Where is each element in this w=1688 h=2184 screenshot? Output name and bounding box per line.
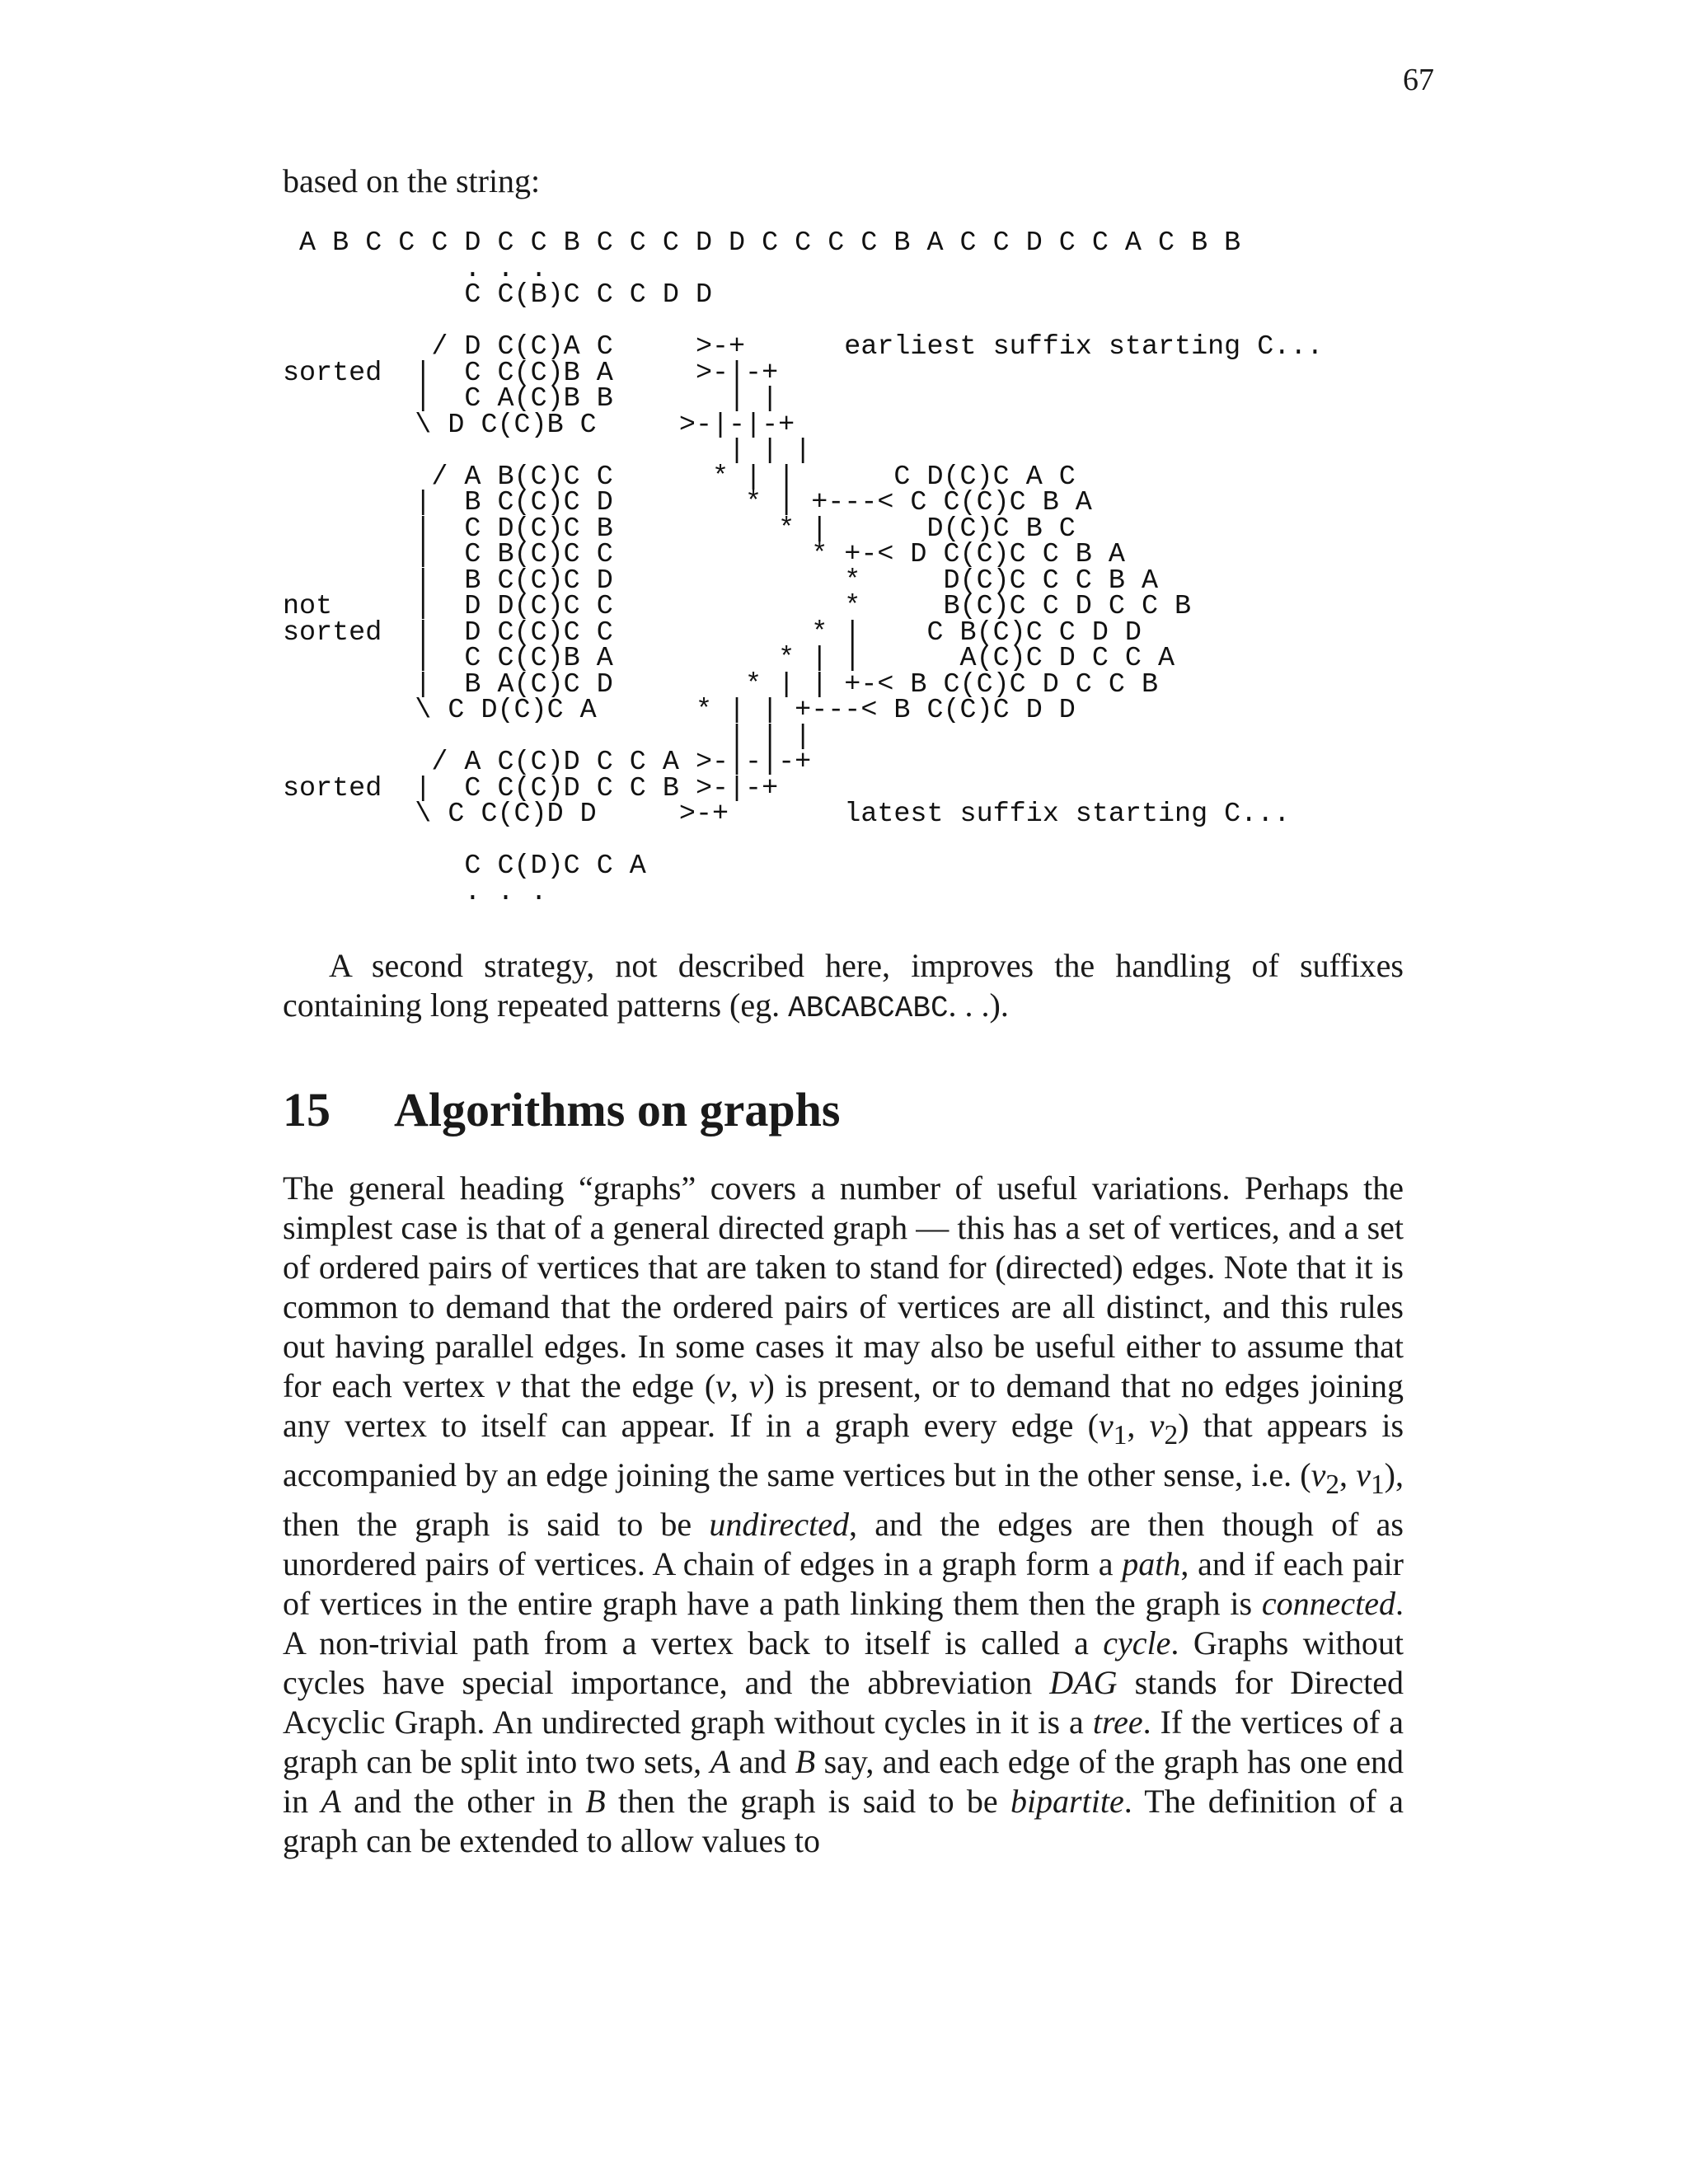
- term-dag: DAG: [1049, 1664, 1118, 1701]
- para2-text: , and if each pair of vertices in the entire graph have a path linking them then the graph is: [283, 1545, 1404, 1622]
- para2-text: , then the graph is said to be: [283, 1456, 1404, 1543]
- math-v2v1: ($v_2$, $v_1$): [1300, 1456, 1395, 1500]
- para2-text: and the other in: [340, 1783, 586, 1820]
- para2-text: say, and each edge of the graph has one end in: [283, 1743, 1404, 1820]
- diagram-line: C C(B)C C C D D: [464, 279, 712, 311]
- diagram-line: | B C(C)C D * | +---< C C(C)C B A: [415, 487, 1092, 518]
- diagram-line: sorted | C C(C)D C C B >-|-+: [283, 772, 779, 804]
- math-B: B: [585, 1783, 606, 1820]
- diagram-line: sorted | D C(C)C C * | C B(C)C C D D: [283, 616, 1142, 649]
- section-heading: [283, 1082, 840, 1137]
- diagram-line: A B C C C D C C B C C C D D C C C C B A C C D C C A C B B: [299, 227, 1241, 259]
- page-number: 67: [1403, 63, 1434, 97]
- diagram-line: / D C(C)A C >-+ earliest suffix starting C...: [431, 331, 1324, 363]
- diagram-line: | C D(C)C B * | D(C)C B C: [415, 513, 1076, 545]
- intro-text: based on the string:: [283, 162, 541, 199]
- term-bipartite: bipartite: [1010, 1783, 1124, 1820]
- term-cycle: cycle: [1103, 1624, 1171, 1661]
- diagram-line: not | D D(C)C C * B(C)C C D C C B: [283, 591, 1192, 622]
- diagram-line: \ C C(C)D D >-+ latest suffix starting C...: [415, 799, 1291, 830]
- para2-text: and: [730, 1743, 795, 1780]
- diagram-line: \ D C(C)B C >-|-|-+: [415, 409, 795, 441]
- section-number: 15: [283, 1083, 331, 1137]
- diagram-line: / A C(C)D C C A >-|-|-+: [431, 747, 812, 778]
- diagram-line: \ C D(C)C A * | | +---< B C(C)C D D: [415, 695, 1076, 726]
- diagram-line: / A B(C)C C * | | C D(C)C A C: [431, 461, 1076, 493]
- para2-text: then the graph is said to be: [605, 1783, 1010, 1820]
- para2-text: , and the edges are then though of as unordered pairs of vertices. A chain of edges in a graph form a: [283, 1506, 1404, 1582]
- math-A: A: [710, 1743, 731, 1780]
- term-undirected: undirected: [709, 1506, 849, 1543]
- diagram-line: | C C(C)B A * | | A(C)C D C C A: [415, 643, 1175, 674]
- math-v: v: [495, 1367, 511, 1404]
- diagram-line: | | |: [729, 435, 812, 466]
- paragraph-graphs: [283, 1169, 1404, 1861]
- math-vv: (v, v): [704, 1367, 775, 1404]
- section-title: Algorithms on graphs: [394, 1083, 841, 1137]
- para1-code: ABCABCABC: [788, 991, 949, 1025]
- math-B: B: [795, 1743, 816, 1780]
- diagram-line: | | |: [729, 720, 812, 752]
- diagram-line: . . .: [464, 876, 547, 908]
- para1-text-after: . . .).: [948, 987, 1009, 1024]
- para2-text: . If the vertices of a graph can be split into two sets,: [283, 1704, 1404, 1780]
- term-path: path: [1122, 1545, 1181, 1582]
- diagram-line: sorted | C C(C)B A >-|-+: [283, 357, 779, 389]
- para1-text-before: A second strategy, not described here, improves the handling of suffixes containing long repeated patterns (eg.: [283, 947, 1404, 1024]
- para2-text: The general heading “graphs” covers a number of useful variations. Perhaps the simplest case is that of a general directed graph — this has a set of vertices, and a set of ordered pairs of vertices that are taken to stand for (directed) edges. Note that it is common to demand that the ordered pairs of vertices are all distinct, and this rules out having parallel edges. In some cases it may also be useful either to assume that for each vertex: [283, 1169, 1404, 1404]
- diagram-line: . . .: [464, 253, 547, 285]
- term-connected: connected: [1261, 1585, 1395, 1622]
- suffix-sort-diagram: [283, 227, 1324, 908]
- diagram-line: | B C(C)C D * D(C)C C C B A: [415, 565, 1158, 597]
- para2-text: . A non-trivial path from a vertex back to itself is called a: [283, 1585, 1404, 1661]
- para2-text: that the edge: [510, 1367, 705, 1404]
- para2-text: is present, or to demand that no edges joining any vertex to itself can appear. If in a graph every edge: [283, 1367, 1404, 1444]
- para2-text: . Graphs without cycles have special importance, and the abbreviation: [283, 1624, 1404, 1701]
- para2-text: that appears is accompanied by an edge joining the same vertices but in the other sense, i.e.: [283, 1407, 1404, 1493]
- diagram-line: | C A(C)B B | |: [415, 383, 779, 415]
- diagram-line: | B A(C)C D * | | +-< B C(C)C D C C B: [415, 668, 1158, 701]
- term-tree: tree: [1092, 1704, 1143, 1741]
- diagram-line: C C(D)C C A: [464, 851, 646, 882]
- para2-text: stands for Directed Acyclic Graph. An undirected graph without cycles in it is a: [283, 1664, 1404, 1741]
- math-A: A: [321, 1783, 341, 1820]
- para2-text: . The definition of a graph can be extended to allow values to: [283, 1783, 1404, 1859]
- paragraph-second-strategy: [283, 946, 1404, 1029]
- diagram-line: | C B(C)C C * +-< D C(C)C C B A: [415, 539, 1125, 570]
- math-v1v2: ($v_1$, $v_2$): [1087, 1407, 1189, 1451]
